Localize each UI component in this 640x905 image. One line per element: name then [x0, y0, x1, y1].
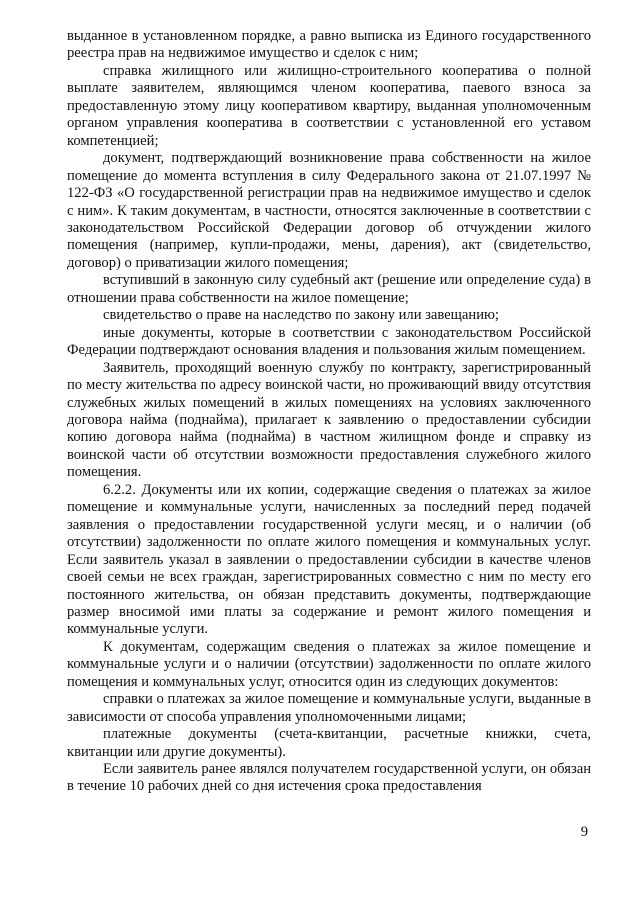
- paragraph-court-act: вступивший в законную силу судебный акт (решение или определение суда) в отношении права собственности на жилое помещение;: [67, 272, 591, 306]
- paragraph-previous-recipient: Если заявитель ранее являлся получателем государственной услуги, он обязан в течение 10 рабочих дней со дня истечения срока предоставления: [67, 761, 591, 795]
- paragraph-other-documents: иные документы, которые в соответствии с законодательством Российской Федерации подтверждают основания владения и пользования жилым помещением.: [67, 324, 591, 359]
- paragraph-continuation: выданное в установленном порядке, а равно выписка из Единого государственного реестра прав на недвижимое имущество и сделок с ним;: [67, 28, 591, 62]
- paragraph-section-6-2-2: 6.2.2. Документы или их копии, содержащие сведения о платежах за жилое помещение и коммунальные услуги, начисленных за последний перед подачей заявления о предоставлении государственной услуги месяц, и о наличии (об отсутствии) задолженности по оплате жилого помещения и коммунальных услуг. Если заявитель указал в заявлении о предоставлении субсидии в качестве членов своей семьи не всех граждан, зарегистрированных совместно с ним по месту его постоянного жительства, он обязан представить документы, подтверждающие размер вносимой ими платы за содержание и ремонт жилого помещения и коммунальные услуги.: [67, 481, 591, 638]
- paragraph-ownership-document: документ, подтверждающий возникновение права собственности на жилое помещение до момента вступления в силу Федерального закона от 21.07.1997 № 122-ФЗ «О государственной регистрации прав на недвижимое имущество и сделок с ним». К таким документам, в частности, относятся заключенные в соответствии с законодательством Российской Федерации договор об отчуждении жилого помещения (например, купли-продажи, мены, дарения), акт (свидетельство, договор) о приватизации жилого помещения;: [67, 150, 591, 271]
- paragraph-payment-documents-intro: К документам, содержащим сведения о платежах за жилое помещение и коммунальные услуги и о наличии (отсутствии) задолженности по оплате жилого помещения и коммунальных услуг, относится один из следующих документов:: [67, 638, 591, 690]
- paragraph-military-applicant: Заявитель, проходящий военную службу по контракту, зарегистрированный по месту жительства по адресу воинской части, но проживающий ввиду отсутствия служебных жилых помещений в жилых помещениях на условиях заключенного договора найма (поднайма), прилагает к заявлению о предоставлении субсидии копию договора найма (поднайма) в частном жилищном фонде и справку из воинской части об отсутствии возможности предоставления служебного жилого помещения.: [67, 359, 591, 481]
- document-body: [67, 28, 591, 796]
- paragraph-payment-receipts: платежные документы (счета-квитанции, расчетные книжки, счета, квитанции или другие документы).: [67, 726, 591, 760]
- paragraph-payment-certificates: справки о платежах за жилое помещение и коммунальные услуги, выданные в зависимости от способа управления уполномоченными лицами;: [67, 691, 591, 725]
- paragraph-inheritance-certificate: свидетельство о праве на наследство по закону или завещанию;: [103, 307, 499, 324]
- page-number: 9: [580, 824, 588, 840]
- paragraph-cooperative-certificate: справка жилищного или жилищно-строительного кооператива о полной выплате заявителем, являющимся членом кооператива, паевого взноса за предоставленную этому лицу кооперативом квартиру, выданная уполномоченным органом управления кооператива в соответствии с установленной его уставом компетенцией;: [67, 62, 591, 149]
